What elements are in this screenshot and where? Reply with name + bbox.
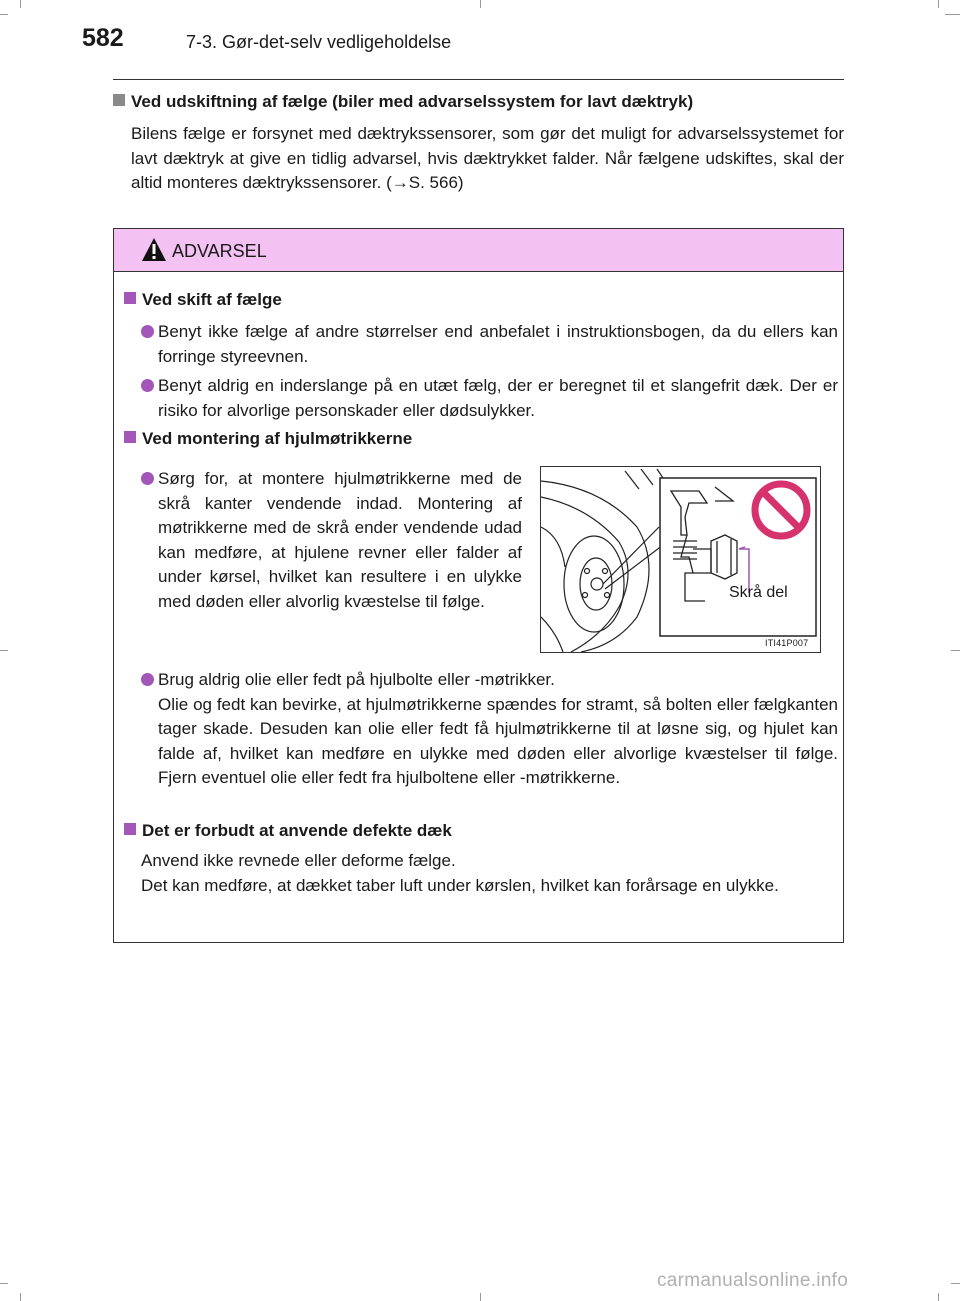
crop-mark bbox=[20, 0, 21, 8]
crop-mark bbox=[0, 1283, 8, 1284]
page-number: 582 bbox=[82, 24, 124, 52]
warning-title: ADVARSEL bbox=[172, 241, 267, 261]
crop-mark bbox=[480, 0, 481, 8]
warning-body-line: Anvend ikke revnede eller deforme fælge. bbox=[141, 851, 456, 870]
bullet-item bbox=[142, 374, 838, 423]
square-bullet-icon bbox=[124, 431, 136, 443]
bullet-dot-icon bbox=[141, 379, 154, 392]
warning-subheading-text: Ved skift af fælge bbox=[142, 290, 282, 309]
warning-body-line: Det kan medføre, at dækket taber luft under kørslen, hvilket kan forårsage en ulykke. bbox=[141, 875, 779, 895]
crop-mark bbox=[951, 650, 960, 651]
crop-mark bbox=[0, 14, 8, 15]
header-divider bbox=[113, 79, 844, 80]
bullet-dot-icon bbox=[141, 325, 154, 338]
wheel-nut-figure bbox=[540, 466, 821, 653]
figure-label: Skrå del bbox=[729, 584, 788, 601]
crop-mark bbox=[480, 1293, 481, 1301]
watermark: carmanualsonline.info bbox=[657, 1270, 849, 1291]
section-heading-text: Ved udskiftning af fælge (biler med advarselssystem for lavt dæktryk) bbox=[131, 92, 694, 111]
section-body: Bilens fælge er forsynet med dæktrykssensorer, som gør det muligt for advarselssystemet for lavt dæktryk at give en tidlig advarsel, hvis dæktrykket falder. Når fælgene udskiftes, skal der altid monteres dæktrykssensorer. (→S. 566) bbox=[131, 124, 844, 192]
section-heading bbox=[113, 92, 693, 112]
warning-subheading-text: Ved montering af hjulmøtrikkerne bbox=[142, 429, 413, 448]
bullet-text: Benyt aldrig en inderslange på en utæt fælg, der er beregnet til et slangefrit dæk. Der er risiko for alvorlige personskader eller dødsulykker. bbox=[158, 376, 838, 420]
crop-mark bbox=[945, 14, 960, 15]
figure-code: ITI41P007 bbox=[765, 638, 809, 648]
bullet-text: Sørg for, at montere hjulmøtrikkerne med de skrå kanter vendende indad. Montering af møtrikkerne med de skrå ender vendende udad kan medføre, at hjulene revner eller falder af under kørsel, hvilket kan resultere i en ulykke med døden eller alvorlig kvæstelse til følge. bbox=[158, 469, 522, 611]
section-title: 7-3. Gør-det-selv vedligeholdelse bbox=[186, 32, 452, 52]
crop-mark bbox=[938, 0, 939, 8]
bullet-dot-icon bbox=[141, 673, 154, 686]
bullet-item bbox=[142, 467, 522, 614]
warning-subheading bbox=[124, 429, 412, 449]
crop-mark bbox=[938, 1293, 939, 1301]
bullet-dot-icon bbox=[141, 472, 154, 485]
square-bullet-icon bbox=[124, 292, 136, 304]
square-bullet-icon bbox=[113, 94, 125, 106]
warning-triangle-icon bbox=[141, 237, 167, 262]
crop-mark bbox=[951, 1283, 960, 1284]
bullet-text-rest: Olie og fedt kan bevirke, at hjulmøtrikkerne spændes for stramt, så bolten eller fælgkanten tager skade. Desuden kan olie eller fedt få hjulmøtrikkerne til at løsne sig, og hjulet kan falde af, hvilket kan medføre en ulykke med døden eller alvorlige kvæstelser til følge. Fjern eventuel olie eller fedt fra hjulboltene eller -møtrikkerne. bbox=[158, 694, 838, 787]
bullet-text-line: Brug aldrig olie eller fedt på hjulbolte eller -møtrikker. bbox=[158, 670, 555, 689]
bullet-text bbox=[158, 668, 838, 791]
warning-body bbox=[141, 849, 831, 898]
bullet-item bbox=[142, 320, 838, 369]
warning-subheading bbox=[124, 821, 452, 841]
prohibition-icon bbox=[750, 479, 812, 541]
crop-mark bbox=[0, 650, 8, 651]
warning-box bbox=[113, 228, 844, 943]
warning-header bbox=[114, 229, 843, 272]
square-bullet-icon bbox=[124, 823, 136, 835]
bullet-item bbox=[142, 668, 838, 791]
crop-mark bbox=[20, 1293, 21, 1301]
warning-subheading bbox=[124, 290, 282, 310]
bullet-text: Benyt ikke fælge af andre størrelser end anbefalet i instruktionsbogen, da du ellers kan forringe styreevnen. bbox=[158, 322, 838, 366]
warning-subheading-text: Det er forbudt at anvende defekte dæk bbox=[142, 821, 452, 840]
